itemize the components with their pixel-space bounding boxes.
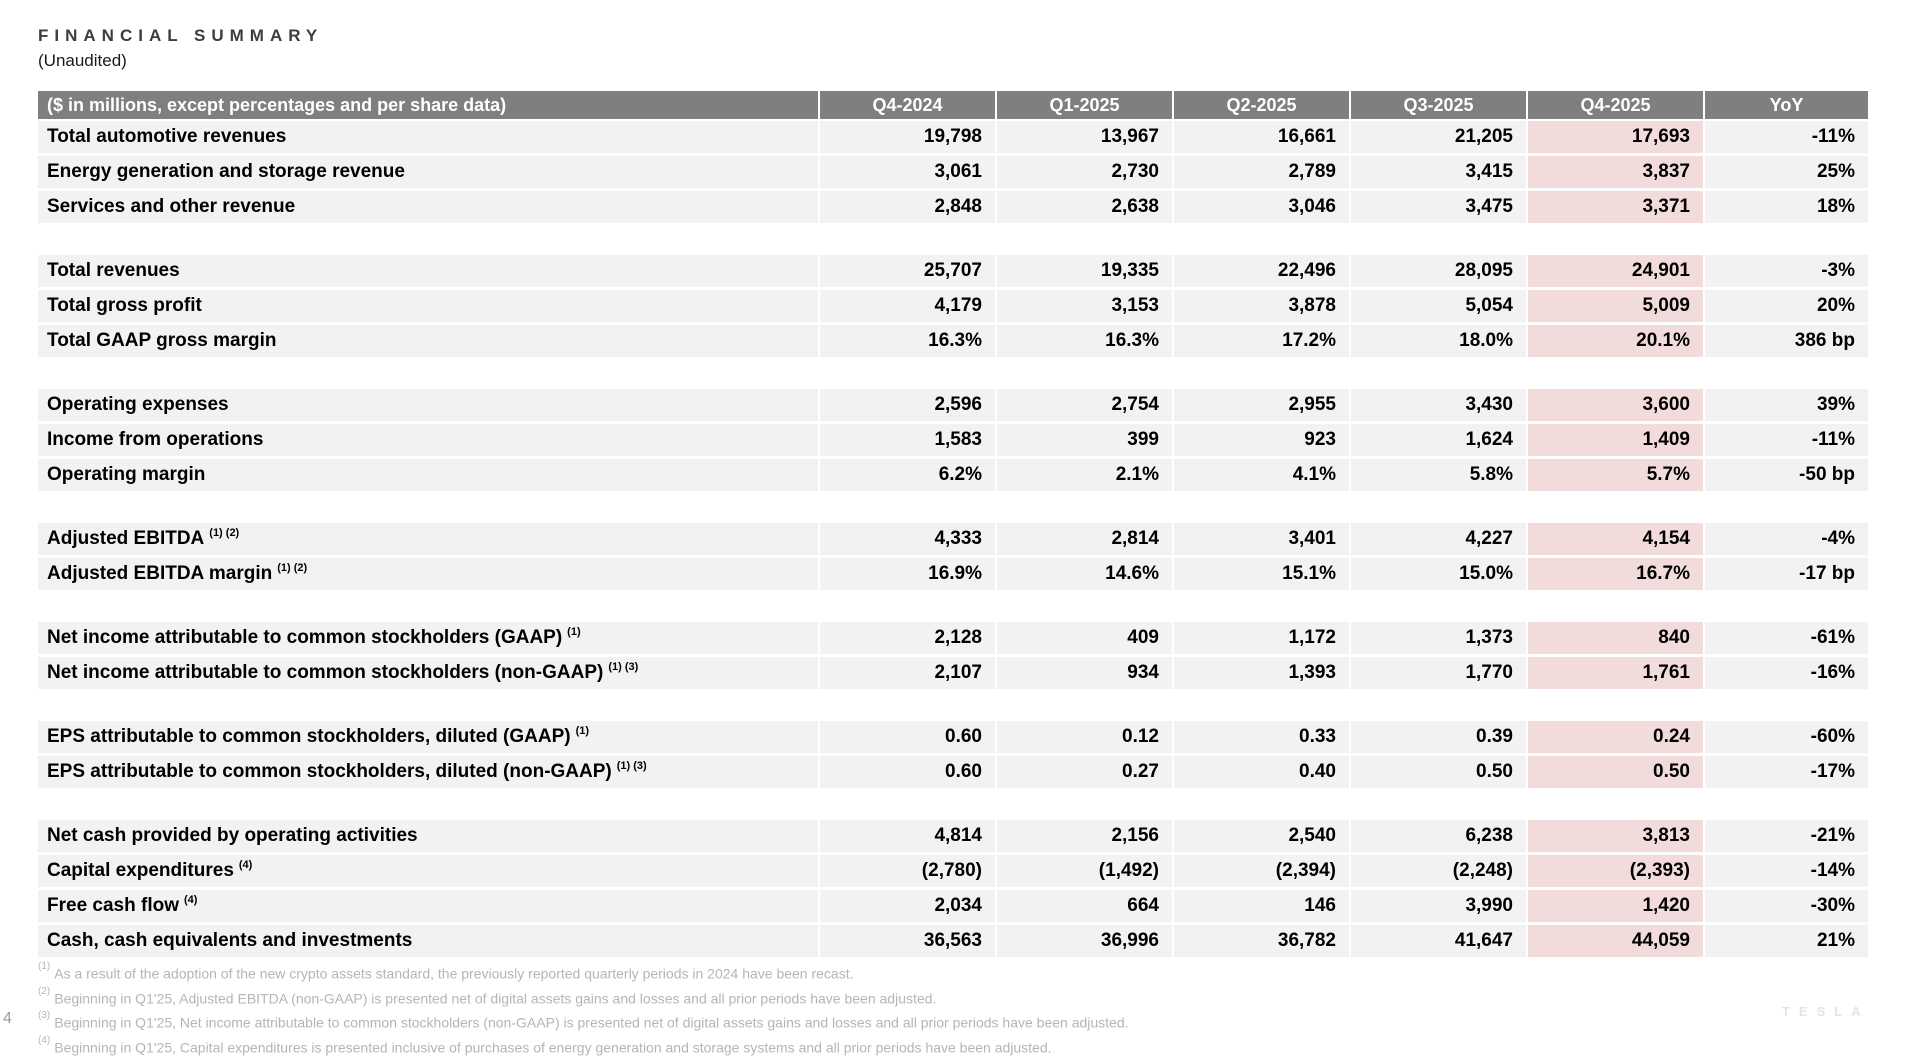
cell-yoy: -50 bp <box>1703 459 1868 491</box>
cell-q1-2025: 3,153 <box>995 290 1172 322</box>
cell-q1-2025: 399 <box>995 424 1172 456</box>
row-label: Net income attributable to common stockholders (GAAP) $^{(1)}$ <box>38 622 818 654</box>
row-group <box>38 389 1868 491</box>
footnote-reference: (1) (3) <box>608 661 639 673</box>
footnote-3 <box>38 1009 1129 1034</box>
cell-q4-2025: 0.50 <box>1526 756 1703 788</box>
footnotes <box>38 960 1129 1059</box>
cell-q3-2025: 4,227 <box>1349 523 1526 555</box>
footnote-2-text: Beginning in Q1'25, Adjusted EBITDA (non-GAAP) is presented net of digital assets gains and losses and all prior periods have been adjusted. <box>54 990 937 1007</box>
cell-q1-2025: 19,335 <box>995 255 1172 287</box>
footnote-2-marker: (2) <box>38 985 51 997</box>
cell-q3-2025: 0.39 <box>1349 721 1526 753</box>
cell-q3-2025: (2,248) <box>1349 855 1526 887</box>
footnote-4 <box>38 1034 1129 1059</box>
cell-q4-2025: 1,409 <box>1526 424 1703 456</box>
row-label: Net income attributable to common stockholders (non-GAAP) $^{(1) (3)}$ <box>38 657 818 689</box>
row-label: Total gross profit <box>38 290 818 322</box>
cell-q3-2025: 15.0% <box>1349 558 1526 590</box>
cell-q2-2025: (2,394) <box>1172 855 1349 887</box>
cell-q4-2024: 36,563 <box>818 925 995 957</box>
cell-q2-2025: 16,661 <box>1172 121 1349 153</box>
row-label: Net cash provided by operating activities <box>38 820 818 852</box>
table-row <box>38 389 1868 421</box>
cell-q2-2025: 3,046 <box>1172 191 1349 223</box>
cell-q1-2025: 13,967 <box>995 121 1172 153</box>
cell-q4-2025: (2,393) <box>1526 855 1703 887</box>
cell-q3-2025: 1,624 <box>1349 424 1526 456</box>
cell-q3-2025: 1,373 <box>1349 622 1526 654</box>
cell-q4-2025: 20.1% <box>1526 325 1703 357</box>
cell-q1-2025: 0.12 <box>995 721 1172 753</box>
cell-q4-2025: 24,901 <box>1526 255 1703 287</box>
cell-yoy: -17 bp <box>1703 558 1868 590</box>
cell-q1-2025: 14.6% <box>995 558 1172 590</box>
row-label: Operating margin <box>38 459 818 491</box>
header-units-label: ($ in millions, except percentages and per share data) <box>38 91 818 119</box>
cell-q4-2024: 1,583 <box>818 424 995 456</box>
row-label: EPS attributable to common stockholders, diluted (non-GAAP) $^{(1) (3)}$ <box>38 756 818 788</box>
table-row <box>38 156 1868 188</box>
cell-yoy: 20% <box>1703 290 1868 322</box>
cell-q2-2025: 2,540 <box>1172 820 1349 852</box>
cell-q2-2025: 36,782 <box>1172 925 1349 957</box>
cell-yoy: 18% <box>1703 191 1868 223</box>
table-row <box>38 424 1868 456</box>
footnote-1-text: As a result of the adoption of the new crypto assets standard, the previously reported quarterly periods in 2024 have been recast. <box>54 965 854 982</box>
row-label: Services and other revenue <box>38 191 818 223</box>
cell-q4-2025: 4,154 <box>1526 523 1703 555</box>
cell-q4-2025: 3,600 <box>1526 389 1703 421</box>
cell-yoy: -16% <box>1703 657 1868 689</box>
row-label: Capital expenditures $^{(4)}$ <box>38 855 818 887</box>
cell-yoy: -14% <box>1703 855 1868 887</box>
financial-summary-table <box>38 91 1868 957</box>
cell-q4-2025: 16.7% <box>1526 558 1703 590</box>
cell-q4-2024: (2,780) <box>818 855 995 887</box>
cell-q1-2025: 2,754 <box>995 389 1172 421</box>
footnote-3-text: Beginning in Q1'25, Net income attributable to common stockholders (non-GAAP) is presented net of digital assets gains and losses and all prior periods have been adjusted. <box>54 1014 1129 1031</box>
row-group <box>38 820 1868 957</box>
table-row <box>38 325 1868 357</box>
cell-q4-2024: 16.9% <box>818 558 995 590</box>
row-group <box>38 523 1868 590</box>
header-q1-2025: Q1-2025 <box>995 91 1172 119</box>
row-label: Adjusted EBITDA margin $^{(1) (2)}$ <box>38 558 818 590</box>
cell-q3-2025: 1,770 <box>1349 657 1526 689</box>
cell-q2-2025: 3,878 <box>1172 290 1349 322</box>
cell-q4-2024: 4,179 <box>818 290 995 322</box>
table-row <box>38 558 1868 590</box>
cell-q4-2024: 2,034 <box>818 890 995 922</box>
table-row <box>38 925 1868 957</box>
table-row <box>38 657 1868 689</box>
page-subtitle: (Unaudited) <box>38 51 127 70</box>
cell-q1-2025: 36,996 <box>995 925 1172 957</box>
footnote-4-text: Beginning in Q1'25, Capital expenditures is presented inclusive of purchases of energy generation and storage systems and all prior periods have been adjusted. <box>54 1039 1052 1056</box>
cell-q4-2024: 25,707 <box>818 255 995 287</box>
cell-q1-2025: 2,638 <box>995 191 1172 223</box>
table-row <box>38 820 1868 852</box>
cell-q2-2025: 2,789 <box>1172 156 1349 188</box>
table-row <box>38 290 1868 322</box>
cell-yoy: -11% <box>1703 424 1868 456</box>
row-group <box>38 622 1868 689</box>
cell-q2-2025: 4.1% <box>1172 459 1349 491</box>
cell-q4-2024: 6.2% <box>818 459 995 491</box>
table-row <box>38 459 1868 491</box>
cell-q3-2025: 6,238 <box>1349 820 1526 852</box>
footnote-reference: (1) (3) <box>616 760 647 772</box>
cell-q2-2025: 0.40 <box>1172 756 1349 788</box>
cell-q1-2025: 664 <box>995 890 1172 922</box>
footnote-1-marker: (1) <box>38 961 51 972</box>
cell-q4-2024: 19,798 <box>818 121 995 153</box>
header-q4-2024: Q4-2024 <box>818 91 995 119</box>
cell-q2-2025: 2,955 <box>1172 389 1349 421</box>
cell-q2-2025: 0.33 <box>1172 721 1349 753</box>
cell-yoy: -30% <box>1703 890 1868 922</box>
page-title: FINANCIAL SUMMARY <box>38 26 324 45</box>
cell-q2-2025: 22,496 <box>1172 255 1349 287</box>
header-q2-2025: Q2-2025 <box>1172 91 1349 119</box>
cell-q4-2024: 2,107 <box>818 657 995 689</box>
footnote-reference: (1) (2) <box>277 562 308 574</box>
row-label: Total revenues <box>38 255 818 287</box>
cell-q4-2025: 44,059 <box>1526 925 1703 957</box>
cell-q4-2024: 2,596 <box>818 389 995 421</box>
cell-q4-2025: 5.7% <box>1526 459 1703 491</box>
cell-yoy: -4% <box>1703 523 1868 555</box>
cell-q3-2025: 41,647 <box>1349 925 1526 957</box>
cell-q4-2025: 17,693 <box>1526 121 1703 153</box>
cell-q3-2025: 28,095 <box>1349 255 1526 287</box>
cell-q4-2025: 840 <box>1526 622 1703 654</box>
cell-q3-2025: 3,475 <box>1349 191 1526 223</box>
cell-q4-2024: 4,333 <box>818 523 995 555</box>
cell-q4-2025: 3,837 <box>1526 156 1703 188</box>
row-label: Free cash flow $^{(4)}$ <box>38 890 818 922</box>
row-label: Income from operations <box>38 424 818 456</box>
footnote-1 <box>38 960 1129 985</box>
cell-q4-2024: 4,814 <box>818 820 995 852</box>
cell-yoy: 25% <box>1703 156 1868 188</box>
cell-q4-2024: 0.60 <box>818 756 995 788</box>
row-label: Total automotive revenues <box>38 121 818 153</box>
cell-q4-2025: 0.24 <box>1526 721 1703 753</box>
cell-q4-2024: 2,128 <box>818 622 995 654</box>
cell-q3-2025: 0.50 <box>1349 756 1526 788</box>
footnote-3-marker: (3) <box>38 1010 51 1022</box>
row-group <box>38 721 1868 788</box>
cell-q3-2025: 3,415 <box>1349 156 1526 188</box>
table-row <box>38 756 1868 788</box>
tesla-wordmark: TESLA <box>1782 1004 1870 1019</box>
table-row <box>38 855 1868 887</box>
cell-yoy: -3% <box>1703 255 1868 287</box>
cell-yoy: -17% <box>1703 756 1868 788</box>
cell-q4-2024: 3,061 <box>818 156 995 188</box>
cell-q4-2024: 16.3% <box>818 325 995 357</box>
cell-q4-2025: 5,009 <box>1526 290 1703 322</box>
cell-q4-2024: 2,848 <box>818 191 995 223</box>
cell-q1-2025: 2,814 <box>995 523 1172 555</box>
cell-yoy: 39% <box>1703 389 1868 421</box>
cell-yoy: 386 bp <box>1703 325 1868 357</box>
cell-q2-2025: 146 <box>1172 890 1349 922</box>
footnote-reference: (1) (2) <box>209 527 240 539</box>
header-yoy: YoY <box>1703 91 1868 119</box>
cell-yoy: -60% <box>1703 721 1868 753</box>
table-row <box>38 721 1868 753</box>
footnote-reference: (4) <box>238 859 253 871</box>
cell-yoy: -21% <box>1703 820 1868 852</box>
cell-yoy: -11% <box>1703 121 1868 153</box>
footnote-2 <box>38 985 1129 1010</box>
cell-yoy: 21% <box>1703 925 1868 957</box>
row-label: Operating expenses <box>38 389 818 421</box>
row-label: Adjusted EBITDA $^{(1) (2)}$ <box>38 523 818 555</box>
cell-q2-2025: 1,172 <box>1172 622 1349 654</box>
cell-q4-2024: 0.60 <box>818 721 995 753</box>
footnote-reference: (4) <box>184 894 198 906</box>
cell-q3-2025: 21,205 <box>1349 121 1526 153</box>
row-label: Cash, cash equivalents and investments <box>38 925 818 957</box>
cell-q1-2025: 2,156 <box>995 820 1172 852</box>
cell-q1-2025: 409 <box>995 622 1172 654</box>
cell-q2-2025: 3,401 <box>1172 523 1349 555</box>
cell-q3-2025: 5,054 <box>1349 290 1526 322</box>
table-row <box>38 523 1868 555</box>
table-row <box>38 255 1868 287</box>
cell-q4-2025: 3,371 <box>1526 191 1703 223</box>
cell-yoy: -61% <box>1703 622 1868 654</box>
cell-q4-2025: 1,420 <box>1526 890 1703 922</box>
row-group <box>38 255 1868 357</box>
row-group <box>38 121 1868 223</box>
page-number: 4 <box>3 1010 12 1027</box>
row-label: EPS attributable to common stockholders, diluted (GAAP) $^{(1)}$ <box>38 721 818 753</box>
cell-q2-2025: 15.1% <box>1172 558 1349 590</box>
header-q4-2025: Q4-2025 <box>1526 91 1703 119</box>
header-q3-2025: Q3-2025 <box>1349 91 1526 119</box>
table-row <box>38 890 1868 922</box>
cell-q2-2025: 1,393 <box>1172 657 1349 689</box>
table-row <box>38 191 1868 223</box>
cell-q4-2025: 3,813 <box>1526 820 1703 852</box>
cell-q1-2025: (1,492) <box>995 855 1172 887</box>
footnote-reference: (1) <box>567 626 581 638</box>
footnote-reference: (1) <box>575 725 590 737</box>
footnote-4-marker: (4) <box>38 1034 51 1046</box>
cell-q2-2025: 17.2% <box>1172 325 1349 357</box>
cell-q1-2025: 2.1% <box>995 459 1172 491</box>
cell-q3-2025: 18.0% <box>1349 325 1526 357</box>
cell-q2-2025: 923 <box>1172 424 1349 456</box>
cell-q3-2025: 3,430 <box>1349 389 1526 421</box>
cell-q1-2025: 2,730 <box>995 156 1172 188</box>
table-row <box>38 622 1868 654</box>
cell-q1-2025: 16.3% <box>995 325 1172 357</box>
table-header-row <box>38 91 1868 119</box>
row-label: Total GAAP gross margin <box>38 325 818 357</box>
table-row <box>38 121 1868 153</box>
table-body <box>38 121 1868 957</box>
cell-q3-2025: 5.8% <box>1349 459 1526 491</box>
cell-q1-2025: 934 <box>995 657 1172 689</box>
cell-q4-2025: 1,761 <box>1526 657 1703 689</box>
cell-q3-2025: 3,990 <box>1349 890 1526 922</box>
cell-q1-2025: 0.27 <box>995 756 1172 788</box>
row-label: Energy generation and storage revenue <box>38 156 818 188</box>
